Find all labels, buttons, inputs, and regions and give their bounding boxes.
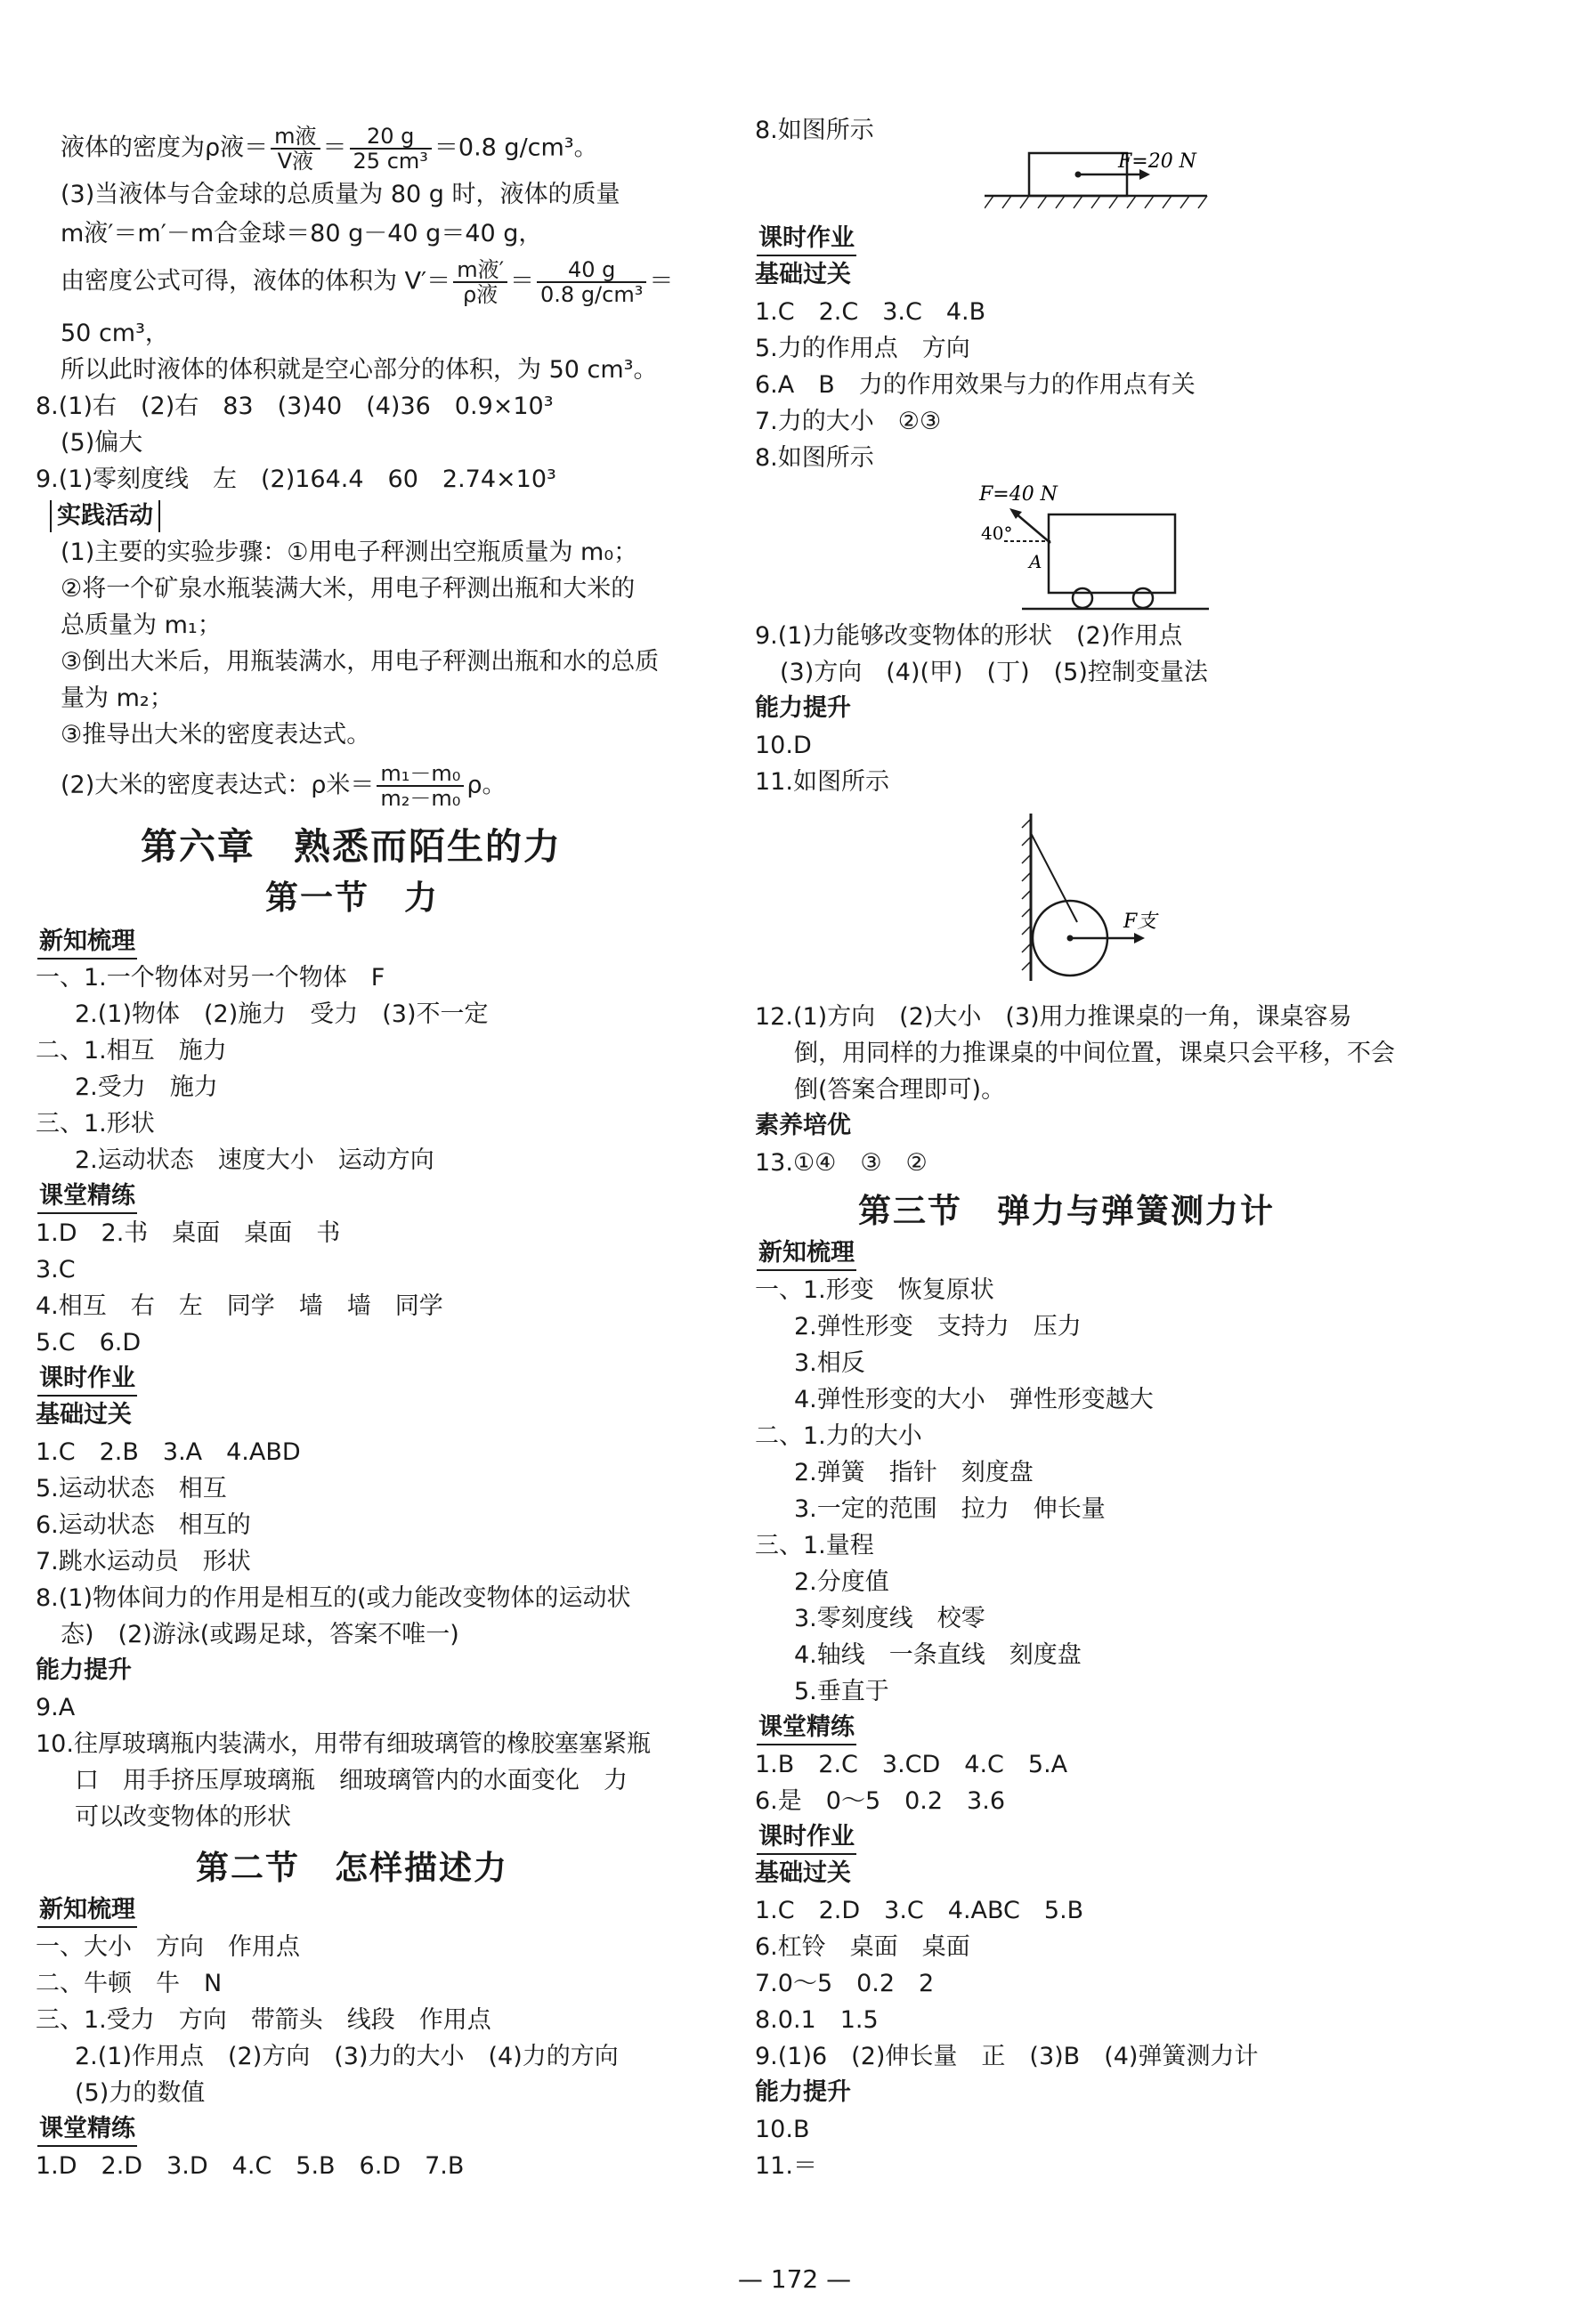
text-line: 12.(1)方向 (2)大小 (3)用力推课桌的一角，课桌容易 xyxy=(755,1003,1352,1031)
text-line: ③倒出大米后，用瓶装满水，用电子秤测出瓶和水的总质 xyxy=(61,648,660,676)
text-line: (3)方向 (4)(甲) (丁) (5)控制变量法 xyxy=(780,659,1208,686)
force-label: F=20 N xyxy=(1118,150,1196,173)
text-line: 可以改变物体的形状 xyxy=(75,1803,291,1831)
text-line: 3.相反 xyxy=(794,1349,865,1377)
text-line: 8.0.1 1.5 xyxy=(755,2006,879,2034)
heading-xinzhi-2: 新知梳理 xyxy=(37,1894,137,1928)
text-line: 6.A B 力的作用效果与力的作用点有关 xyxy=(755,371,1196,399)
text-line: 7.力的大小 ②③ xyxy=(755,408,942,435)
heading-ketang: 课堂精练 xyxy=(37,1180,137,1214)
heading-nengli-2: 能力提升 xyxy=(755,2078,851,2106)
text-line: 态) (2)游泳(或踢足球，答案不唯一) xyxy=(61,1621,459,1648)
text-line: 总质量为 m₁； xyxy=(61,611,222,639)
heading-ketang-2: 课堂精练 xyxy=(37,2113,137,2147)
text-line: 50 cm³， xyxy=(61,320,169,347)
text-line: 倒，用同样的力推课桌的中间位置，课桌只会平移，不会 xyxy=(794,1040,1395,1067)
text-line: 5.运动状态 相互 xyxy=(36,1475,227,1502)
text-line: 一、1.一个物体对另一个物体 F xyxy=(36,964,385,992)
fraction: $\frac{20 g}{\text{25 cm³}}$ xyxy=(350,125,432,173)
text-line: 3.零刻度线 校零 xyxy=(794,1605,985,1632)
text-line: 1.D 2.书 桌面 桌面 书 xyxy=(36,1219,341,1247)
text-line: 6.杠铃 桌面 桌面 xyxy=(755,1933,970,1961)
text-line: 3.C xyxy=(36,1256,76,1283)
text-line: 1.C 2.D 3.C 4.ABC 5.B xyxy=(755,1897,1084,1924)
text-line: 二、1.力的大小 xyxy=(755,1422,922,1450)
practice-heading: 实践活动 xyxy=(50,500,160,532)
text-line: 1.C 2.C 3.C 4.B xyxy=(755,298,986,326)
text-line: 一、大小 方向 作用点 xyxy=(36,1933,300,1961)
text-line: 11.＝ xyxy=(755,2152,817,2180)
text-line: 一、1.形变 恢复原状 xyxy=(755,1276,994,1304)
chapter-title: 第六章 熟悉而陌生的力 xyxy=(141,825,562,868)
angle-label: 40° xyxy=(981,522,1013,544)
text-line: (1)主要的实验步骤：①用电子秤测出空瓶质量为 m₀； xyxy=(61,538,638,566)
force-label: F支 xyxy=(1123,911,1157,933)
text-line: 5.C 6.D xyxy=(36,1329,142,1356)
text-line: 2.运动状态 速度大小 运动方向 xyxy=(75,1146,434,1174)
force-label: F=40 N xyxy=(979,483,1058,506)
heading-xinzhi: 新知梳理 xyxy=(37,926,137,960)
heading-jichu-2: 基础过关 xyxy=(755,1859,851,1887)
density-line: 液体的密度为ρ液＝ $\frac{\text{m液}}{\text{V液}}$ ＝ $\frac{20 g}{\text{25 cm³}}$ ＝0.8 g/cm³。 xyxy=(61,124,598,174)
text-line: ③推导出大米的密度表达式。 xyxy=(61,721,371,749)
text-line: 口 用手挤压厚玻璃瓶 细玻璃管内的水面变化 力 xyxy=(75,1767,628,1794)
fraction: $\frac{\text{m₁－m₀}}{\text{m₂－m₀}}$ xyxy=(377,762,464,810)
text-line: 2.受力 施力 xyxy=(75,1073,218,1101)
rice-density-line: (2)大米的密度表达式：ρ米＝ $\frac{\text{m₁－m₀}}{\text{m₂－m₀}}$ ρ。 xyxy=(61,761,507,811)
text-line: 2.(1)作用点 (2)方向 (3)力的大小 (4)力的方向 xyxy=(75,2043,619,2070)
heading-keshi: 课时作业 xyxy=(37,1363,137,1397)
text-line: 3.一定的范围 拉力 伸长量 xyxy=(794,1495,1106,1523)
text-line: 二、1.相互 施力 xyxy=(36,1037,227,1065)
fraction: $\frac{40 g}{\text{0.8 g/cm³}}$ xyxy=(537,258,646,306)
heading-xinzhi: 新知梳理 xyxy=(757,1237,856,1271)
section-title-1: 第一节 力 xyxy=(265,878,439,917)
text-line: 1.B 2.C 3.CD 4.C 5.A xyxy=(755,1751,1068,1778)
text-line: 三、1.量程 xyxy=(755,1532,874,1559)
text-line: 13.①④ ③ ② xyxy=(755,1149,928,1177)
heading-keshi: 课时作业 xyxy=(757,223,856,256)
answer-8: 8.(1)右 (2)右 83 (3)40 (4)36 0.9×10³ xyxy=(36,393,554,420)
text-line: 11.如图所示 xyxy=(755,768,889,796)
text-line: 2.弹簧 指针 刻度盘 xyxy=(794,1459,1034,1486)
text-line: 所以此时液体的体积就是空心部分的体积，为 50 cm³。 xyxy=(61,356,658,384)
text-line: 2.分度值 xyxy=(794,1568,889,1596)
volume-line: 由密度公式可得，液体的体积为 V′＝ $\frac{\text{m液′}}{\text{ρ液}}$ ＝ $\frac{40 g}{\text{0.8 g/cm³}}$ ＝ xyxy=(61,257,674,307)
heading-keshi-2: 课时作业 xyxy=(757,1821,856,1855)
text-line: 4.相互 右 左 同学 墙 墙 同学 xyxy=(36,1292,443,1320)
text-line: 三、1.形状 xyxy=(36,1110,155,1138)
text-line: 二、牛顿 牛 N xyxy=(36,1970,223,1997)
point-label: A xyxy=(1029,551,1042,572)
text-line: 1.C 2.B 3.A 4.ABD xyxy=(36,1438,301,1466)
text-line: 7.0～5 0.2 2 xyxy=(755,1970,935,1997)
heading-nengli: 能力提升 xyxy=(36,1656,132,1684)
text-line: 10.往厚玻璃瓶内装满水，用带有细玻璃管的橡胶塞塞紧瓶 xyxy=(36,1730,651,1758)
text-line: 1.D 2.D 3.D 4.C 5.B 6.D 7.B xyxy=(36,2152,465,2180)
text-line: 9.(1)6 (2)伸长量 正 (3)B (4)弹簧测力计 xyxy=(755,2043,1259,2070)
fraction: $\frac{\text{m液}}{\text{V液}}$ xyxy=(271,125,320,173)
text-line: 倒(答案合理即可)。 xyxy=(794,1076,1006,1104)
text-line: 6.运动状态 相互的 xyxy=(36,1511,251,1539)
text-line: (3)当液体与合金球的总质量为 80 g 时，液体的质量 xyxy=(61,181,620,208)
heading-ketang: 课堂精练 xyxy=(757,1712,856,1745)
text-line: 10.D xyxy=(755,732,812,759)
heading-suyang: 素养培优 xyxy=(755,1112,851,1139)
text-line: 量为 m₂； xyxy=(61,684,174,712)
figure-cart-force xyxy=(969,477,1236,619)
section-title-3: 第三节 弹力与弹簧测力计 xyxy=(858,1191,1275,1230)
section-title-2: 第二节 怎样描述力 xyxy=(196,1848,508,1887)
text-line: 9.(1)力能够改变物体的形状 (2)作用点 xyxy=(755,622,1183,650)
text-line: (5)力的数值 xyxy=(75,2079,206,2107)
answer-9: 9.(1)零刻度线 左 (2)164.4 60 2.74×10³ xyxy=(36,466,556,493)
text-line: 5.力的作用点 方向 xyxy=(755,335,970,362)
heading-jichu: 基础过关 xyxy=(36,1401,132,1429)
text-line: 8.如图所示 xyxy=(755,117,874,144)
text-line: 7.跳水运动员 形状 xyxy=(36,1548,251,1575)
text-line: 5.垂直于 xyxy=(794,1678,889,1705)
text-line: 4.弹性形变的大小 弹性形变越大 xyxy=(794,1386,1154,1413)
text-line: ②将一个矿泉水瓶装满大米，用电子秤测出瓶和大米的 xyxy=(61,575,636,603)
heading-jichu: 基础过关 xyxy=(755,261,851,288)
text-line: 10.B xyxy=(755,2116,810,2143)
page-number: — 172 — xyxy=(737,2264,852,2294)
text-line: 8.如图所示 xyxy=(755,444,874,472)
text-line: 8.(1)物体间力的作用是相互的(或力能改变物体的运动状 xyxy=(36,1584,631,1612)
text-line: 4.轴线 一条直线 刻度盘 xyxy=(794,1641,1082,1669)
text-line: (5)偏大 xyxy=(61,429,143,457)
text-line: 三、1.受力 方向 带箭头 线段 作用点 xyxy=(36,2006,491,2034)
figure-ball-wall xyxy=(1017,806,1195,984)
figure-block-force xyxy=(985,142,1243,214)
text-line: 2.(1)物体 (2)施力 受力 (3)不一定 xyxy=(75,1000,489,1028)
text-line: 6.是 0～5 0.2 3.6 xyxy=(755,1787,1005,1815)
text-line: m液′＝m′－m合金球＝80 g－40 g＝40 g， xyxy=(61,220,543,247)
text-line: 9.A xyxy=(36,1694,76,1721)
fraction: $\frac{\text{m液′}}{\text{ρ液}}$ xyxy=(453,258,507,306)
text-line: 2.弹性形变 支持力 压力 xyxy=(794,1313,1082,1340)
heading-nengli: 能力提升 xyxy=(755,694,851,722)
